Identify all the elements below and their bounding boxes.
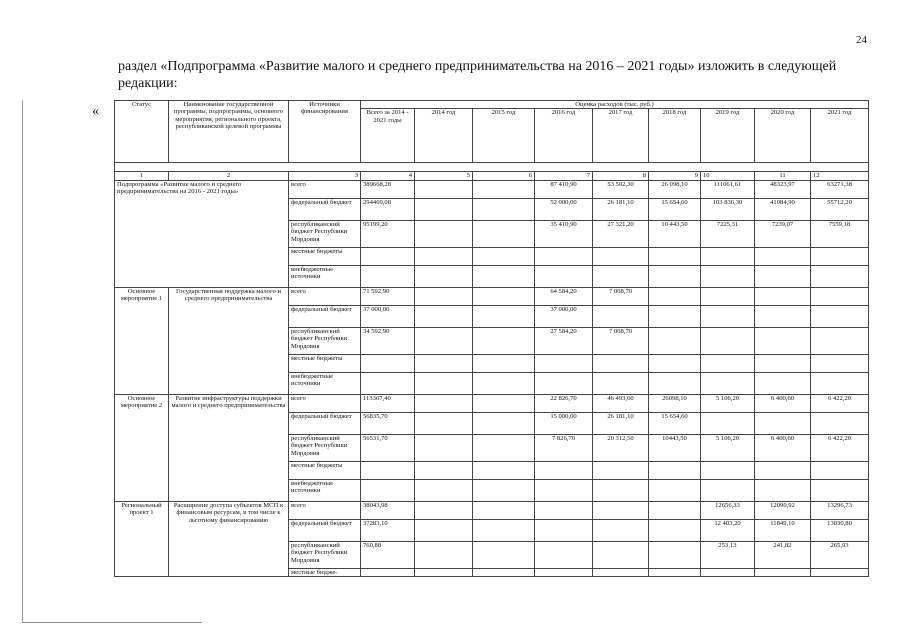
header-year: 2016 год	[535, 109, 593, 163]
amount-cell	[535, 541, 593, 568]
amount-cell	[755, 265, 811, 287]
amount-cell	[415, 305, 473, 327]
scan-edge-line	[22, 100, 23, 622]
amount-cell: 55712,20	[811, 198, 869, 220]
amount-cell	[593, 501, 649, 519]
amount-cell	[701, 287, 755, 305]
column-number: 6	[473, 172, 535, 180]
amount-cell	[473, 412, 535, 434]
funding-source-cell: всего	[289, 180, 361, 198]
amount-cell	[415, 541, 473, 568]
amount-cell	[535, 479, 593, 501]
amount-cell	[415, 372, 473, 394]
amount-cell	[811, 265, 869, 287]
amount-cell	[649, 354, 701, 372]
intro-text: раздел «Подпрограмма «Развитие малого и среднего предпринимательства на 2016 – 2021 годы» изложить в следующей редакции:	[118, 59, 837, 91]
amount-cell	[811, 354, 869, 372]
header-total: Всего за 2014 - 2021 годы	[361, 109, 415, 163]
amount-cell: 760,88	[361, 541, 415, 568]
amount-cell: 63271,38	[811, 180, 869, 198]
amount-cell	[415, 501, 473, 519]
amount-cell: 26 098,10	[649, 180, 701, 198]
column-number: 12	[811, 172, 869, 180]
amount-cell	[473, 568, 535, 576]
amount-cell	[649, 461, 701, 479]
amount-cell	[593, 354, 649, 372]
amount-cell: 12656,33	[701, 501, 755, 519]
amount-cell	[755, 568, 811, 576]
amount-cell	[473, 372, 535, 394]
amount-cell	[415, 412, 473, 434]
amount-cell: 15 654,60	[649, 198, 701, 220]
header-year: 2017 год	[593, 109, 649, 163]
funding-source-cell: республиканский бюджет Республики Мордовия	[289, 327, 361, 354]
amount-cell	[415, 434, 473, 461]
amount-cell	[415, 220, 473, 247]
amount-cell: 7 008,70	[593, 287, 649, 305]
amount-cell	[649, 519, 701, 541]
amount-cell	[649, 479, 701, 501]
amount-cell	[701, 568, 755, 576]
amount-cell	[415, 327, 473, 354]
amount-cell	[535, 501, 593, 519]
amount-cell	[415, 180, 473, 198]
amount-cell	[473, 327, 535, 354]
column-number: 10	[701, 172, 755, 180]
amount-cell	[755, 305, 811, 327]
amount-cell	[473, 287, 535, 305]
amount-cell	[473, 354, 535, 372]
table-row	[115, 287, 869, 305]
page-number: 24	[856, 34, 867, 46]
amount-cell	[649, 372, 701, 394]
amount-cell: 10 443,50	[649, 220, 701, 247]
amount-cell	[415, 479, 473, 501]
amount-cell	[811, 247, 869, 265]
amount-cell	[593, 541, 649, 568]
amount-cell: 52 000,00	[535, 198, 593, 220]
amount-cell: 12 403,20	[701, 519, 755, 541]
amount-cell	[811, 461, 869, 479]
amount-cell: 37 000,00	[535, 305, 593, 327]
amount-cell: 37283,10	[361, 519, 415, 541]
amount-cell: 253,13	[701, 541, 755, 568]
amount-cell: 26 181,10	[593, 198, 649, 220]
program-name-cell: Государственная поддержка малого и среднего предпринимательства	[169, 287, 289, 394]
header-estimate: Оценка расходов (тыс. руб.)	[361, 101, 869, 109]
header-row	[115, 101, 869, 109]
amount-cell	[361, 372, 415, 394]
amount-cell	[755, 461, 811, 479]
amount-cell	[649, 541, 701, 568]
amount-cell	[701, 479, 755, 501]
amount-cell	[701, 305, 755, 327]
amount-cell: 56835,70	[361, 412, 415, 434]
amount-cell	[755, 247, 811, 265]
amount-cell	[755, 354, 811, 372]
amount-cell: 6 422,20	[811, 434, 869, 461]
funding-source-cell: всего	[289, 287, 361, 305]
amount-cell	[415, 198, 473, 220]
amount-cell	[755, 327, 811, 354]
header-gap	[115, 163, 869, 172]
amount-cell	[415, 287, 473, 305]
amount-cell	[701, 247, 755, 265]
amount-cell: 27 321,20	[593, 220, 649, 247]
amount-cell	[473, 479, 535, 501]
amount-cell	[593, 479, 649, 501]
amount-cell	[593, 372, 649, 394]
amount-cell: 7225,31	[701, 220, 755, 247]
table-row	[115, 501, 869, 519]
amount-cell	[701, 461, 755, 479]
amount-cell	[415, 394, 473, 412]
column-number: 1	[115, 172, 169, 180]
amount-cell: 34 592,90	[361, 327, 415, 354]
amount-cell: 64 584,20	[535, 287, 593, 305]
amount-cell: 11849,10	[755, 519, 811, 541]
column-number: 8	[593, 172, 649, 180]
status-cell: Основное мероприятие 1	[115, 287, 169, 394]
amount-cell	[649, 305, 701, 327]
amount-cell	[593, 519, 649, 541]
column-number: 2	[169, 172, 289, 180]
amount-cell	[473, 541, 535, 568]
amount-cell: 53 502,30	[593, 180, 649, 198]
amount-cell: 6 422,20	[811, 394, 869, 412]
funding-source-cell: местные бюджеты	[289, 461, 361, 479]
amount-cell: 56531,70	[361, 434, 415, 461]
amount-cell: 22 826,70	[535, 394, 593, 412]
amount-cell: 111061,61	[701, 180, 755, 198]
amount-cell	[593, 265, 649, 287]
funding-source-cell: всего	[289, 394, 361, 412]
amount-cell	[649, 327, 701, 354]
amount-cell	[361, 265, 415, 287]
header-year: 2014 год	[415, 109, 473, 163]
amount-cell	[811, 372, 869, 394]
status-cell: Региональный проект 1	[115, 501, 169, 576]
funding-source-cell: федеральный бюджет	[289, 519, 361, 541]
amount-cell	[473, 394, 535, 412]
amount-cell	[811, 327, 869, 354]
amount-cell	[811, 412, 869, 434]
amount-cell	[361, 354, 415, 372]
amount-cell	[415, 568, 473, 576]
amount-cell	[701, 327, 755, 354]
column-number: 9	[649, 172, 701, 180]
amount-cell	[649, 247, 701, 265]
amount-cell	[361, 479, 415, 501]
funding-source-cell: федеральный бюджет	[289, 412, 361, 434]
amount-cell	[811, 305, 869, 327]
header-year: 2015 год	[473, 109, 535, 163]
amount-cell: 15 654,60	[649, 412, 701, 434]
amount-cell: 265,93	[811, 541, 869, 568]
amount-cell	[535, 247, 593, 265]
amount-cell	[701, 265, 755, 287]
amount-cell	[473, 519, 535, 541]
funding-source-cell: местные бюджеты	[289, 354, 361, 372]
amount-cell	[593, 305, 649, 327]
header-year: 2021 год	[811, 109, 869, 163]
amount-cell	[755, 412, 811, 434]
amount-cell	[535, 461, 593, 479]
amount-cell	[701, 354, 755, 372]
column-number: 11	[755, 172, 811, 180]
amount-cell: 20 312,50	[593, 434, 649, 461]
amount-cell	[473, 305, 535, 327]
amount-cell: 87 410,90	[535, 180, 593, 198]
amount-cell: 71 592,90	[361, 287, 415, 305]
amount-cell	[593, 461, 649, 479]
amount-cell: 13030,80	[811, 519, 869, 541]
amount-cell: 103 836,30	[701, 198, 755, 220]
funding-source-cell: внебюджетные источники	[289, 265, 361, 287]
table-row	[115, 394, 869, 412]
amount-cell: 48323,97	[755, 180, 811, 198]
column-number-row	[115, 172, 869, 180]
header-year: 2018 год	[649, 109, 701, 163]
amount-cell	[755, 372, 811, 394]
amount-cell: 15 000,00	[535, 412, 593, 434]
amount-cell: 95199,20	[361, 220, 415, 247]
amount-cell	[361, 461, 415, 479]
amount-cell: 7559,18	[811, 220, 869, 247]
header-status: Статус	[115, 101, 169, 163]
amount-cell	[473, 247, 535, 265]
amount-cell: 294469,08	[361, 198, 415, 220]
amount-cell	[415, 461, 473, 479]
amount-cell	[535, 372, 593, 394]
funding-source-cell: внебюджетные источники	[289, 372, 361, 394]
amount-cell: 26 181,10	[593, 412, 649, 434]
amount-cell: 7239,07	[755, 220, 811, 247]
amount-cell	[755, 287, 811, 305]
amount-cell: 35 410,90	[535, 220, 593, 247]
column-number: 7	[535, 172, 593, 180]
program-name-cell: Расширение доступа субъектов МСП к финансовым ресурсам, в том числе к льготному финансированию	[169, 501, 289, 576]
funding-source-cell: республиканский бюджет Республики Мордовия	[289, 541, 361, 568]
amount-cell	[701, 412, 755, 434]
amount-cell	[361, 247, 415, 265]
amount-cell: 10443,50	[649, 434, 701, 461]
amount-cell	[701, 372, 755, 394]
amount-cell	[473, 180, 535, 198]
funding-source-cell: федеральный бюджет	[289, 198, 361, 220]
amount-cell	[811, 287, 869, 305]
amount-cell: 241,82	[755, 541, 811, 568]
amount-cell: 5 106,20	[701, 394, 755, 412]
funding-source-cell: местные бюджеты	[289, 247, 361, 265]
amount-cell	[593, 247, 649, 265]
amount-cell: 37 000,00	[361, 305, 415, 327]
header-year: 2019 год	[701, 109, 755, 163]
amount-cell: 38043,98	[361, 501, 415, 519]
amount-cell: 389668,28	[361, 180, 415, 198]
program-name-cell: Подпрограмма «Развитие малого и среднего предпринимательства на 2016 - 2021 годы»	[115, 180, 289, 287]
amount-cell	[649, 265, 701, 287]
amount-cell	[415, 247, 473, 265]
amount-cell	[415, 519, 473, 541]
amount-cell	[473, 434, 535, 461]
amount-cell	[593, 568, 649, 576]
amount-cell: 7 826,70	[535, 434, 593, 461]
scan-bottom-line	[22, 622, 202, 623]
table-row	[115, 180, 869, 198]
amount-cell: 5 106,20	[701, 434, 755, 461]
open-quote: «	[92, 104, 99, 119]
amount-cell	[755, 479, 811, 501]
amount-cell	[535, 568, 593, 576]
column-number: 3	[289, 172, 361, 180]
amount-cell	[649, 501, 701, 519]
amount-cell: 12090,92	[755, 501, 811, 519]
status-cell: Основное мероприятие 2	[115, 394, 169, 501]
amount-cell	[473, 501, 535, 519]
funding-source-cell: республиканский бюджет Республики Мордовия	[289, 434, 361, 461]
funding-source-cell: федеральный бюджет	[289, 305, 361, 327]
amount-cell	[811, 479, 869, 501]
amount-cell	[473, 220, 535, 247]
column-number: 5	[415, 172, 473, 180]
amount-cell	[415, 265, 473, 287]
amount-cell: 27 584,20	[535, 327, 593, 354]
amount-cell	[811, 568, 869, 576]
amount-cell	[535, 354, 593, 372]
budget-table	[114, 100, 869, 577]
amount-cell: 7 008,70	[593, 327, 649, 354]
amount-cell: 113367,40	[361, 394, 415, 412]
amount-cell	[473, 461, 535, 479]
program-name-cell: Развитие инфраструктуры поддержки малого и среднего предпринимательства	[169, 394, 289, 501]
amount-cell	[473, 198, 535, 220]
amount-cell: 6 400,60	[755, 434, 811, 461]
amount-cell: 6 400,60	[755, 394, 811, 412]
amount-cell: 46 493,60	[593, 394, 649, 412]
header-year: 2020 год	[755, 109, 811, 163]
header-name: Наименование государственной программы, подпрограммы, основного мероприятия, регионального проекта, республиканской целевой программы	[169, 101, 289, 163]
amount-cell	[649, 568, 701, 576]
amount-cell	[361, 568, 415, 576]
amount-cell	[473, 265, 535, 287]
amount-cell	[649, 287, 701, 305]
header-source: Источники финансирования	[289, 101, 361, 163]
column-number: 4	[361, 172, 415, 180]
funding-source-cell: республиканский бюджет Республики Мордовия	[289, 220, 361, 247]
amount-cell: 13296,73	[811, 501, 869, 519]
funding-source-cell: внебюджетные источники	[289, 479, 361, 501]
amount-cell: 41084,90	[755, 198, 811, 220]
funding-source-cell: всего	[289, 501, 361, 519]
amount-cell: 26098,10	[649, 394, 701, 412]
amount-cell	[415, 354, 473, 372]
amount-cell	[535, 519, 593, 541]
funding-source-cell: местные бюдже-	[289, 568, 361, 576]
amount-cell	[535, 265, 593, 287]
